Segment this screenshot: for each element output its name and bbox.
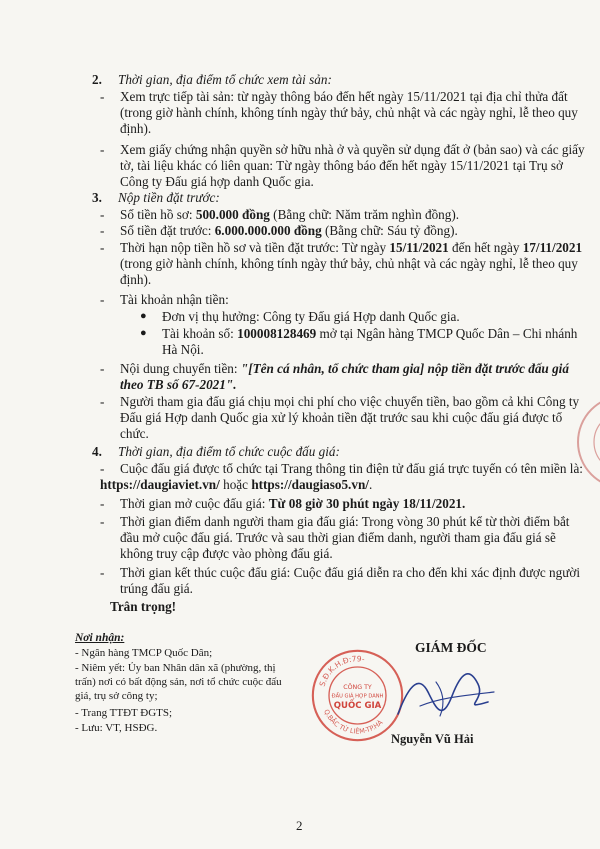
text: Thời hạn nộp tiền hồ sơ và tiền đặt trước: Từ ngày [120, 240, 390, 255]
bullet-account-title: Tài khoản nhận tiền: [120, 292, 229, 307]
text: Số tiền đặt trước: [120, 223, 215, 238]
text: Thời gian mở cuộc đấu giá: [120, 496, 269, 511]
account-number-line [162, 326, 577, 358]
text: đến hết ngày [448, 240, 523, 255]
bullet-deadline [120, 240, 582, 288]
dash-bullet: - [100, 361, 105, 376]
date-from: 15/11/2021 [389, 240, 449, 255]
transfer-content: "[Tên cá nhân, tổ chức tham gia] nộp tiền đặt trước đấu giá [240, 361, 569, 376]
dash-bullet: - [100, 292, 105, 307]
section-title: Thời gian, địa điểm tổ chức cuộc đấu giá: [118, 444, 340, 459]
website-link-b[interactable]: https://daugiaso5.vn/ [251, 477, 369, 492]
text-line: Cuộc đấu giá được tổ chức tại Trang thông tin điện tử đấu giá trực tuyến có tên miền là: [120, 461, 583, 476]
text-line: Công ty Đấu giá hợp danh Quốc gia. [120, 174, 314, 189]
open-time: Từ 08 giờ 30 phút ngày 18/11/2021. [268, 496, 466, 511]
dash-bullet: - [100, 394, 105, 409]
text-line [100, 477, 583, 493]
section-title: Nộp tiền đặt trước: [118, 190, 220, 205]
text-line [120, 361, 569, 377]
dash-bullet: - [100, 496, 105, 511]
bullet-end-time [120, 565, 580, 597]
text-line: Đấu giá Hợp danh Quốc gia xử lý khoản tiền đặt trước sau khi cuộc đấu giá được tổ [120, 410, 563, 425]
text-line: Xem trực tiếp tài sản: từ ngày thông báo đến hết ngày 15/11/2021 tại địa chỉ thửa đất [120, 89, 568, 104]
recipient-item: - Niêm yết: Ủy ban Nhân dân xã (phường, thị [75, 662, 276, 674]
dash-bullet: - [100, 89, 105, 104]
date-to: 17/11/2021 [522, 240, 583, 255]
text: Số tiền hồ sơ: [120, 207, 196, 222]
dash-bullet: - [100, 207, 105, 222]
stamp-line-1: CÔNG TY [343, 683, 372, 691]
section-number: 2. [92, 72, 102, 87]
bullet-file-fee [120, 207, 459, 223]
text: Nội dung chuyển tiền: [120, 361, 241, 376]
deposit-amount: 6.000.000.000 đồng [214, 223, 322, 238]
fee-amount: 500.000 đồng [195, 207, 270, 222]
edge-seal-fragment [574, 372, 600, 512]
bullet-deposit [120, 223, 458, 239]
dash-bullet: - [100, 565, 105, 580]
bullet-transfer-content [120, 361, 569, 393]
text-line: Xem giấy chứng nhận quyền sở hữu nhà ở và quyền sử dụng đất ở (bản sao) và các giấy [120, 142, 585, 157]
dash-bullet: - [100, 142, 105, 157]
text-line [162, 326, 577, 342]
section-number: 4. [92, 444, 102, 459]
dash-bullet: - [100, 240, 105, 255]
text-line: (trong giờ hành chính, không tính ngày thứ bảy, chủ nhật và các ngày nghỉ, lễ theo quy [120, 256, 578, 271]
text-line: Thời gian điểm danh người tham gia đấu giá: Trong vòng 30 phút kể từ thời điểm bắt [120, 514, 570, 529]
bullet-view-documents [120, 142, 585, 190]
dash-bullet: - [100, 514, 105, 529]
round-bullet-icon: ● [140, 310, 147, 322]
recipient-item: - Lưu: VT, HSĐG. [75, 722, 158, 734]
transfer-content: theo TB số 67-2021". [120, 377, 237, 392]
dash-bullet: - [100, 461, 105, 476]
text-line: định). [120, 121, 152, 136]
page-number: 2 [296, 818, 303, 833]
text-line: định). [120, 272, 152, 287]
recipient-item: - Ngân hàng TMCP Quốc Dân; [75, 647, 213, 659]
text: (Bằng chữ: Năm trăm nghìn đồng). [269, 207, 460, 222]
account-number: 100008128469 [237, 326, 317, 341]
closing-text: Trân trọng! [110, 599, 177, 614]
text-line: tờ, tài liệu khác có liên quan: Từ ngày thông báo đến hết ngày 15/11/2021 tại Trụ sở [120, 158, 564, 173]
round-bullet-icon: ● [140, 327, 147, 339]
section-title: Thời gian, địa điểm tổ chức xem tài sản: [118, 72, 332, 87]
text-line: Người tham gia đấu giá chịu mọi chi phí cho việc chuyển tiền, bao gồm cả khi Công ty [120, 394, 580, 409]
text: hoặc [219, 477, 252, 492]
stamp-ring-bottom: Q.BẮC TỪ LIÊM-TP.HÀ [322, 708, 385, 736]
bullet-open-time [120, 496, 465, 512]
text: (Bằng chữ: Sáu tỷ đồng). [321, 223, 458, 238]
text-line: chức. [120, 426, 149, 441]
bullet-website [100, 461, 583, 493]
stamp-line-2: ĐẤU GIÁ HỢP DANH [331, 693, 384, 700]
recipients-title: Nơi nhận: [75, 632, 125, 644]
bullet-view-property [120, 89, 578, 137]
recipient-item: trấn) nơi có bất động sản, nơi tổ chức cuộc đấu [75, 676, 282, 688]
text-line: đầu mở cuộc đấu giá. Trước và sau thời gian điểm danh, người tham gia đấu giá sẽ [120, 530, 556, 545]
dash-bullet: - [100, 223, 105, 238]
recipient-item: giá, trụ sở công ty; [75, 690, 158, 702]
section-number: 3. [92, 190, 102, 205]
text-line [120, 240, 582, 256]
bullet-transfer-cost [120, 394, 579, 442]
section-3-heading [92, 190, 220, 206]
handwritten-signature [390, 662, 500, 728]
recipient-item: - Trang TTĐT ĐGTS; [75, 707, 173, 719]
text-line: Thời gian kết thúc cuộc đấu giá: Cuộc đấu giá diễn ra cho đến khi xác định được người [120, 565, 581, 580]
text: . [368, 477, 373, 492]
stamp-line-3: QUỐC GIA [333, 700, 382, 711]
bullet-roll-call [120, 514, 569, 562]
text-line: trúng đấu giá. [120, 581, 193, 596]
website-link-a[interactable]: https://daugiaviet.vn/ [100, 477, 220, 492]
text-line: không truy cập được vào phòng đấu giá. [120, 546, 333, 561]
section-4-heading [92, 444, 340, 460]
text: Tài khoản số: [162, 326, 238, 341]
director-title: GIÁM ĐỐC [415, 640, 487, 655]
text-line: (trong giờ hành chính, không tính ngày thứ bảy, chủ nhật và các ngày nghỉ, lễ theo quy [120, 105, 578, 120]
section-2-heading [92, 72, 332, 88]
beneficiary: Đơn vị thụ hưởng: Công ty Đấu giá Hợp danh Quốc gia. [162, 309, 460, 324]
svg-text:S.Đ.K.H.Đ:79- [318, 654, 366, 687]
signer-name: Nguyễn Vũ Hải [391, 732, 474, 746]
text: mở tại Ngân hàng TMCP Quốc Dân – Chi nhánh [316, 326, 578, 341]
stamp-ring-top: S.Đ.K.H.Đ:79- [317, 654, 366, 688]
text-line: Hà Nội. [162, 342, 204, 357]
